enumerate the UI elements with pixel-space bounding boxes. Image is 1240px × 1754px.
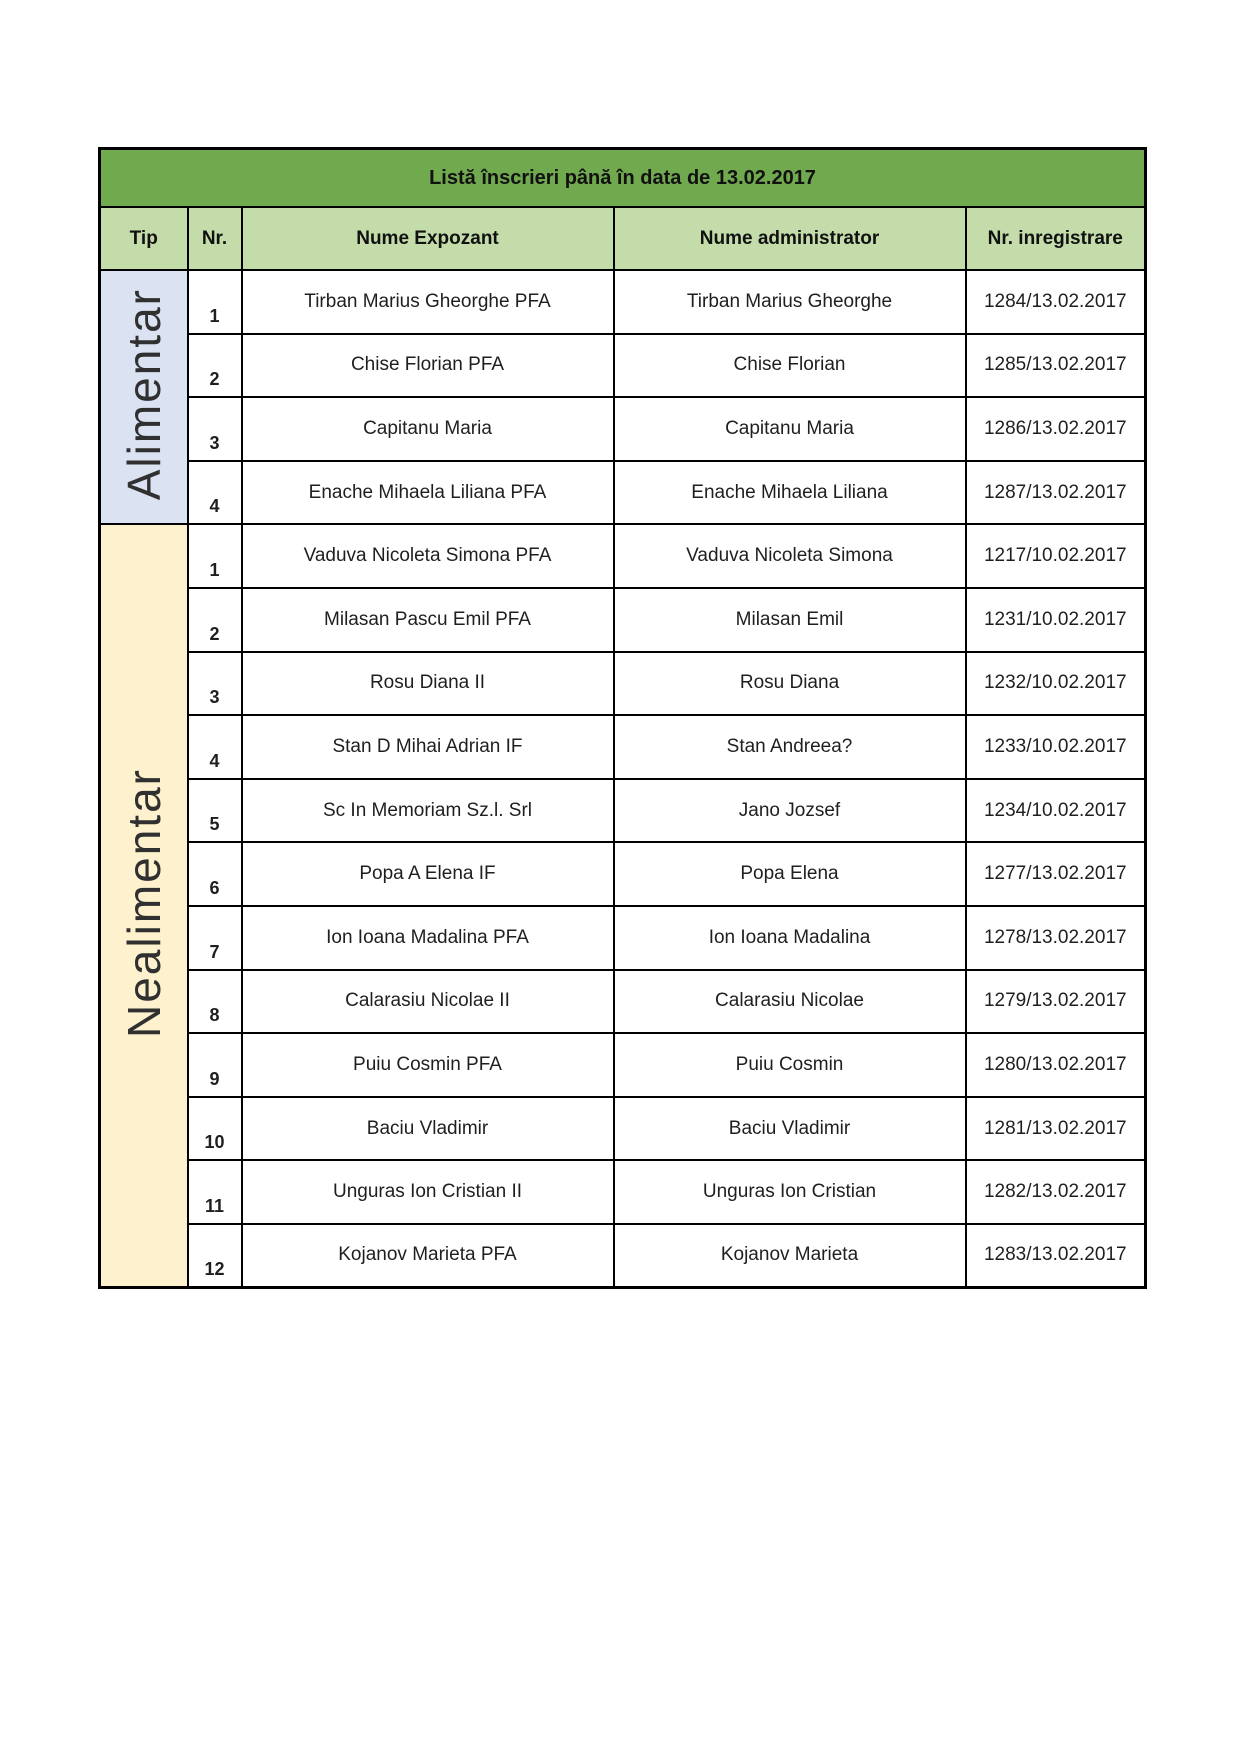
- expozant-name-cell: Popa A Elena IF: [242, 842, 614, 906]
- column-header-row: [100, 207, 1146, 270]
- column-header-administrator: Nume administrator: [614, 207, 966, 270]
- column-header-inregistrare: Nr. inregistrare: [966, 207, 1146, 270]
- row-number-cell: 9: [188, 1033, 242, 1097]
- registration-number-cell: 1282/13.02.2017: [966, 1160, 1146, 1224]
- row-number-cell: 2: [188, 588, 242, 652]
- table-row: [100, 1224, 1146, 1288]
- row-number-cell: 10: [188, 1097, 242, 1161]
- row-number-cell: 8: [188, 970, 242, 1034]
- table-row: [100, 652, 1146, 716]
- column-header-expozant: Nume Expozant: [242, 207, 614, 270]
- administrator-name-cell: Jano Jozsef: [614, 779, 966, 843]
- registration-number-cell: 1283/13.02.2017: [966, 1224, 1146, 1288]
- table-row: [100, 461, 1146, 525]
- column-header-nr: Nr.: [188, 207, 242, 270]
- expozant-name-cell: Enache Mihaela Liliana PFA: [242, 461, 614, 525]
- section-cell-nealimentar: [100, 524, 188, 1287]
- administrator-name-cell: Enache Mihaela Liliana: [614, 461, 966, 525]
- administrator-name-cell: Baciu Vladimir: [614, 1097, 966, 1161]
- registration-number-cell: 1217/10.02.2017: [966, 524, 1146, 588]
- administrator-name-cell: Calarasiu Nicolae: [614, 970, 966, 1034]
- table-row: [100, 588, 1146, 652]
- table-row: [100, 906, 1146, 970]
- expozant-name-cell: Calarasiu Nicolae II: [242, 970, 614, 1034]
- registration-number-cell: 1277/13.02.2017: [966, 842, 1146, 906]
- table-row: [100, 1160, 1146, 1224]
- row-number-cell: 6: [188, 842, 242, 906]
- administrator-name-cell: Puiu Cosmin: [614, 1033, 966, 1097]
- administrator-name-cell: Popa Elena: [614, 842, 966, 906]
- expozant-name-cell: Unguras Ion Cristian II: [242, 1160, 614, 1224]
- row-number-cell: 12: [188, 1224, 242, 1288]
- table-title: Listă înscrieri până în data de 13.02.2017: [100, 149, 1146, 208]
- table-row: [100, 715, 1146, 779]
- registration-number-cell: 1278/13.02.2017: [966, 906, 1146, 970]
- registration-number-cell: 1284/13.02.2017: [966, 270, 1146, 334]
- row-number-cell: 11: [188, 1160, 242, 1224]
- table-row: [100, 524, 1146, 588]
- registration-number-cell: 1286/13.02.2017: [966, 397, 1146, 461]
- row-number-cell: 4: [188, 461, 242, 525]
- registration-number-cell: 1287/13.02.2017: [966, 461, 1146, 525]
- row-number-cell: 4: [188, 715, 242, 779]
- administrator-name-cell: Tirban Marius Gheorghe: [614, 270, 966, 334]
- table-row: [100, 970, 1146, 1034]
- section-label-text: Alimentar: [117, 288, 170, 501]
- expozant-name-cell: Sc In Memoriam Sz.l. Srl: [242, 779, 614, 843]
- administrator-name-cell: Ion Ioana Madalina: [614, 906, 966, 970]
- title-row: [100, 149, 1146, 208]
- row-number-cell: 3: [188, 652, 242, 716]
- expozant-name-cell: Vaduva Nicoleta Simona PFA: [242, 524, 614, 588]
- administrator-name-cell: Rosu Diana: [614, 652, 966, 716]
- table-row: [100, 270, 1146, 334]
- table-row: [100, 334, 1146, 398]
- row-number-cell: 1: [188, 270, 242, 334]
- registration-number-cell: 1232/10.02.2017: [966, 652, 1146, 716]
- expozant-name-cell: Milasan Pascu Emil PFA: [242, 588, 614, 652]
- registration-number-cell: 1233/10.02.2017: [966, 715, 1146, 779]
- expozant-name-cell: Tirban Marius Gheorghe PFA: [242, 270, 614, 334]
- row-number-cell: 1: [188, 524, 242, 588]
- row-number-cell: 7: [188, 906, 242, 970]
- column-header-tip: Tip: [100, 207, 188, 270]
- table-row: [100, 1097, 1146, 1161]
- expozant-name-cell: Puiu Cosmin PFA: [242, 1033, 614, 1097]
- registration-number-cell: 1279/13.02.2017: [966, 970, 1146, 1034]
- expozant-name-cell: Baciu Vladimir: [242, 1097, 614, 1161]
- administrator-name-cell: Vaduva Nicoleta Simona: [614, 524, 966, 588]
- row-number-cell: 5: [188, 779, 242, 843]
- registration-number-cell: 1234/10.02.2017: [966, 779, 1146, 843]
- administrator-name-cell: Milasan Emil: [614, 588, 966, 652]
- registration-number-cell: 1280/13.02.2017: [966, 1033, 1146, 1097]
- row-number-cell: 3: [188, 397, 242, 461]
- registration-number-cell: 1281/13.02.2017: [966, 1097, 1146, 1161]
- administrator-name-cell: Stan Andreea?: [614, 715, 966, 779]
- expozant-name-cell: Kojanov Marieta PFA: [242, 1224, 614, 1288]
- expozant-name-cell: Rosu Diana II: [242, 652, 614, 716]
- table-body: [100, 270, 1146, 1288]
- registration-number-cell: 1231/10.02.2017: [966, 588, 1146, 652]
- expozant-name-cell: Chise Florian PFA: [242, 334, 614, 398]
- administrator-name-cell: Chise Florian: [614, 334, 966, 398]
- expozant-name-cell: Ion Ioana Madalina PFA: [242, 906, 614, 970]
- registration-table: [98, 147, 1147, 1289]
- section-label-text: Nealimentar: [117, 767, 170, 1038]
- table-row: [100, 397, 1146, 461]
- administrator-name-cell: Capitanu Maria: [614, 397, 966, 461]
- expozant-name-cell: Stan D Mihai Adrian IF: [242, 715, 614, 779]
- table-row: [100, 842, 1146, 906]
- administrator-name-cell: Kojanov Marieta: [614, 1224, 966, 1288]
- table-row: [100, 779, 1146, 843]
- registration-number-cell: 1285/13.02.2017: [966, 334, 1146, 398]
- expozant-name-cell: Capitanu Maria: [242, 397, 614, 461]
- section-cell-alimentar: [100, 270, 188, 524]
- row-number-cell: 2: [188, 334, 242, 398]
- table-row: [100, 1033, 1146, 1097]
- administrator-name-cell: Unguras Ion Cristian: [614, 1160, 966, 1224]
